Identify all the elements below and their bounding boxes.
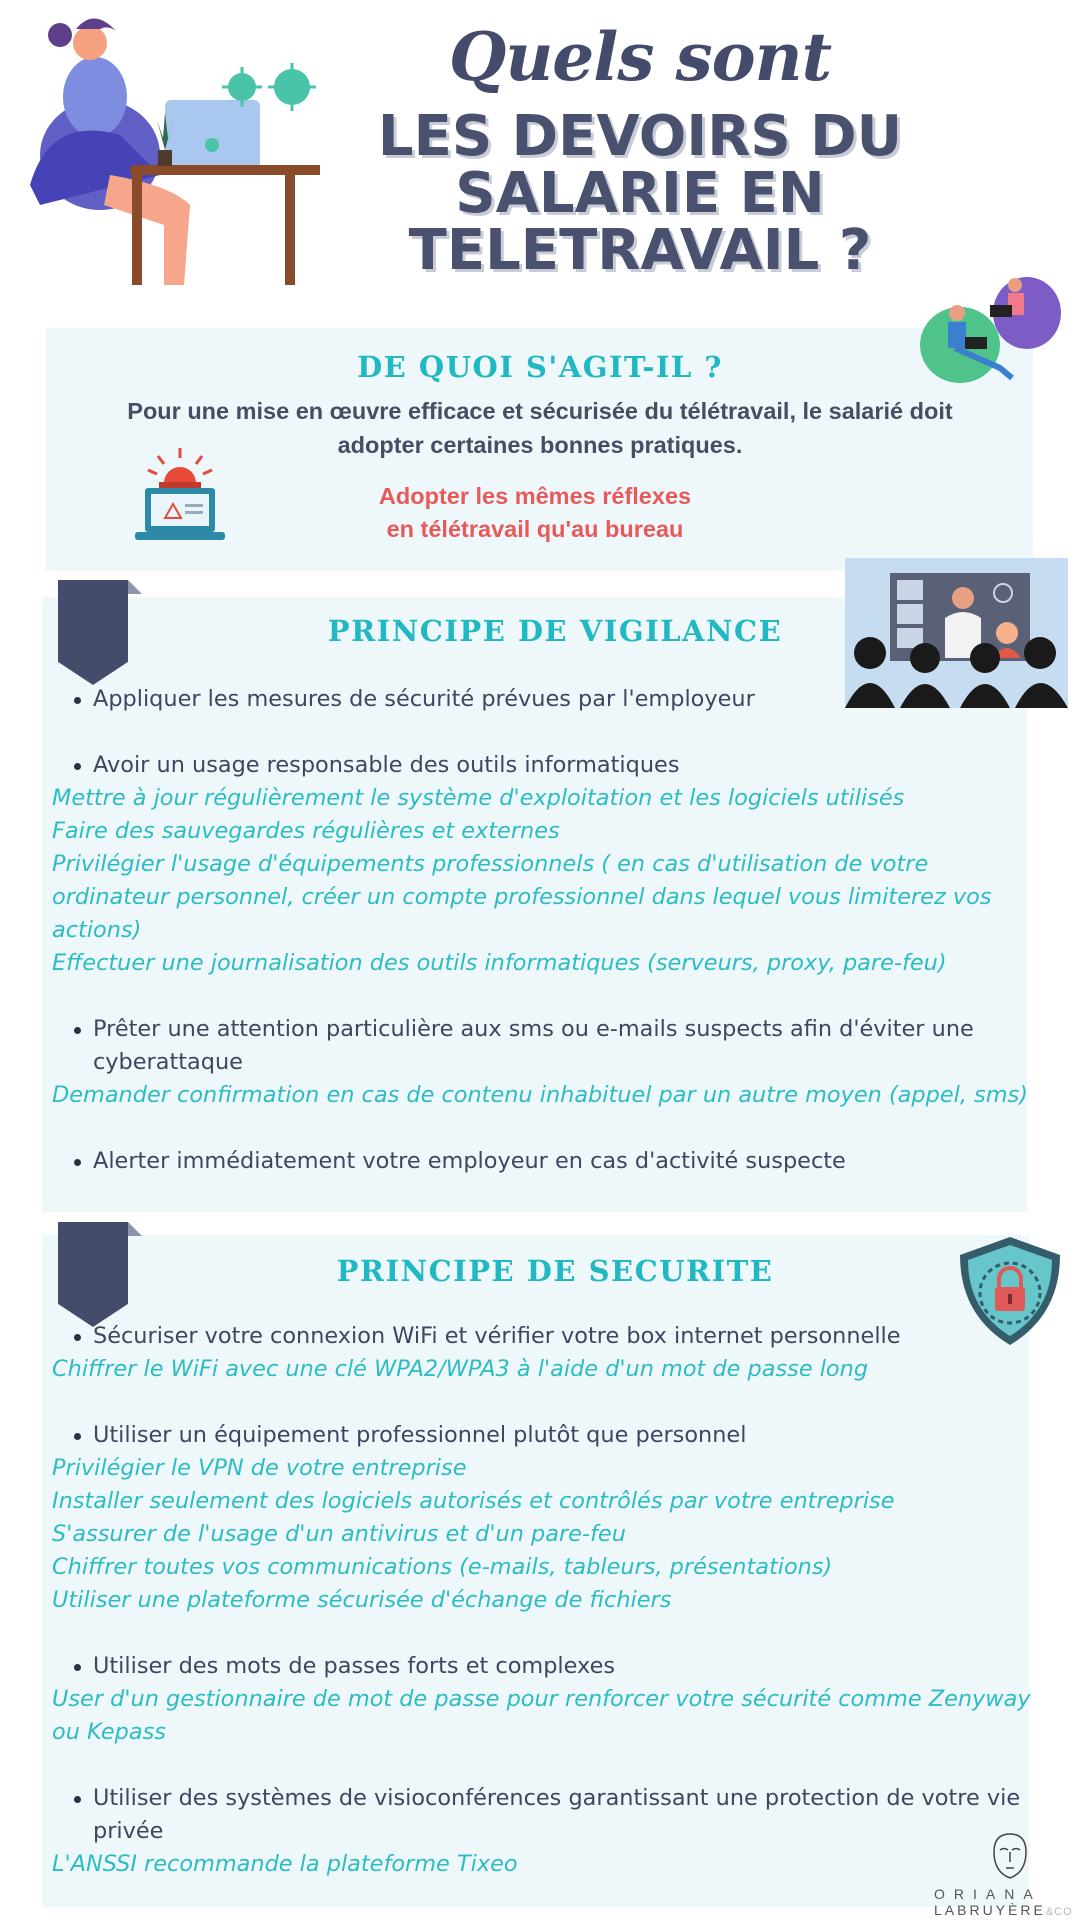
logo-line: LABRUYÈRE&CO xyxy=(934,1902,1073,1918)
people-illustration xyxy=(915,275,1063,385)
list-item: Utiliser des mots de passes forts et complexes xyxy=(52,1650,1032,1683)
logo-suffix: &CO xyxy=(1045,1906,1073,1918)
list-item: Avoir un usage responsable des outils informatiques xyxy=(52,749,1032,782)
ribbon-fold xyxy=(128,580,142,594)
list-item: Sécuriser votre connexion WiFi et vérifier votre box internet personnelle xyxy=(52,1320,1032,1353)
page-title-line: LES DEVOIRS DU xyxy=(377,104,903,169)
list-subitem: Privilégier le VPN de votre entreprise xyxy=(52,1455,467,1481)
list-item: Prêter une attention particulière aux sms ou e-mails suspects afin d'éviter une cyberattaque xyxy=(52,1013,1032,1079)
intro-highlight-line: Adopter les mêmes réflexes xyxy=(378,483,692,509)
woman-laptop-illustration xyxy=(20,15,320,290)
vigilance-heading: PRINCIPE DE VIGILANCE xyxy=(327,614,783,648)
intro-heading: DE QUOI S'AGIT-IL ? xyxy=(357,350,723,384)
securite-heading: PRINCIPE DE SECURITE xyxy=(336,1254,774,1288)
list-item: Alerter immédiatement votre employeur en cas d'activité suspecte xyxy=(52,1145,1032,1178)
ribbon-fold xyxy=(128,1222,142,1236)
list-subitem: Chiffrer le WiFi avec une clé WPA2/WPA3 à l'aide d'un mot de passe long xyxy=(52,1356,869,1382)
intro-text: Pour une mise en œuvre efficace et sécurisée du télétravail, le salarié doit adopter certaines bonnes pratiques. xyxy=(127,398,953,458)
intro-highlight xyxy=(340,480,730,546)
page-title-line: TELETRAVAIL ? xyxy=(408,218,872,283)
list-item: Appliquer les mesures de sécurité prévues par l'employeur xyxy=(52,683,1032,716)
list-subitem: L'ANSSI recommande la plateforme Tixeo xyxy=(52,1851,518,1877)
list-subitem: Privilégier l'usage d'équipements professionnels ( en cas d'utilisation de votre ordinateur personnel, créer un compte professionnel dans lequel vous limiterez vos actions) xyxy=(52,851,992,943)
list-subitem: Effectuer une journalisation des outils informatiques (serveurs, proxy, pare-feu) xyxy=(52,950,947,976)
list-subitem: Demander confirmation en cas de contenu inhabituel par un autre moyen (appel, sms) xyxy=(52,1082,1028,1108)
list-subitem: Chiffrer toutes vos communications (e-mails, tableurs, présentations) xyxy=(52,1554,833,1580)
laptop-alert-icon xyxy=(133,448,228,546)
brand-logo-text xyxy=(934,1886,1080,1920)
page-title-line: SALARIE EN xyxy=(455,161,825,226)
intro-highlight-line: en télétravail qu'au bureau xyxy=(386,516,684,542)
list-subitem: Installer seulement des logiciels autorisés et contrôlés par votre entreprise xyxy=(52,1488,895,1514)
logo-line: ORIANA xyxy=(934,1886,1042,1902)
list-subitem: Faire des sauvegardes régulières et externes xyxy=(52,818,560,844)
list-item: Utiliser un équipement professionnel plutôt que personnel xyxy=(52,1419,1032,1452)
vigilance-list xyxy=(52,683,1032,1178)
securite-list xyxy=(52,1320,1032,1881)
list-subitem: Utiliser une plateforme sécurisée d'échange de fichiers xyxy=(52,1587,672,1613)
mask-logo-icon xyxy=(990,1832,1030,1880)
page-title xyxy=(360,104,920,283)
list-item: Utiliser des systèmes de visioconférences garantissant une protection de votre vie privée xyxy=(52,1782,1032,1848)
list-subitem: S'assurer de l'usage d'un antivirus et d'un pare-feu xyxy=(52,1521,626,1547)
list-subitem: Mettre à jour régulièrement le système d'exploitation et les logiciels utilisés xyxy=(52,785,905,811)
header-script-title: Quels sont xyxy=(448,18,832,96)
list-subitem: User d'un gestionnaire de mot de passe pour renforcer votre sécurité comme Zenyway ou Kepass xyxy=(52,1686,1031,1745)
